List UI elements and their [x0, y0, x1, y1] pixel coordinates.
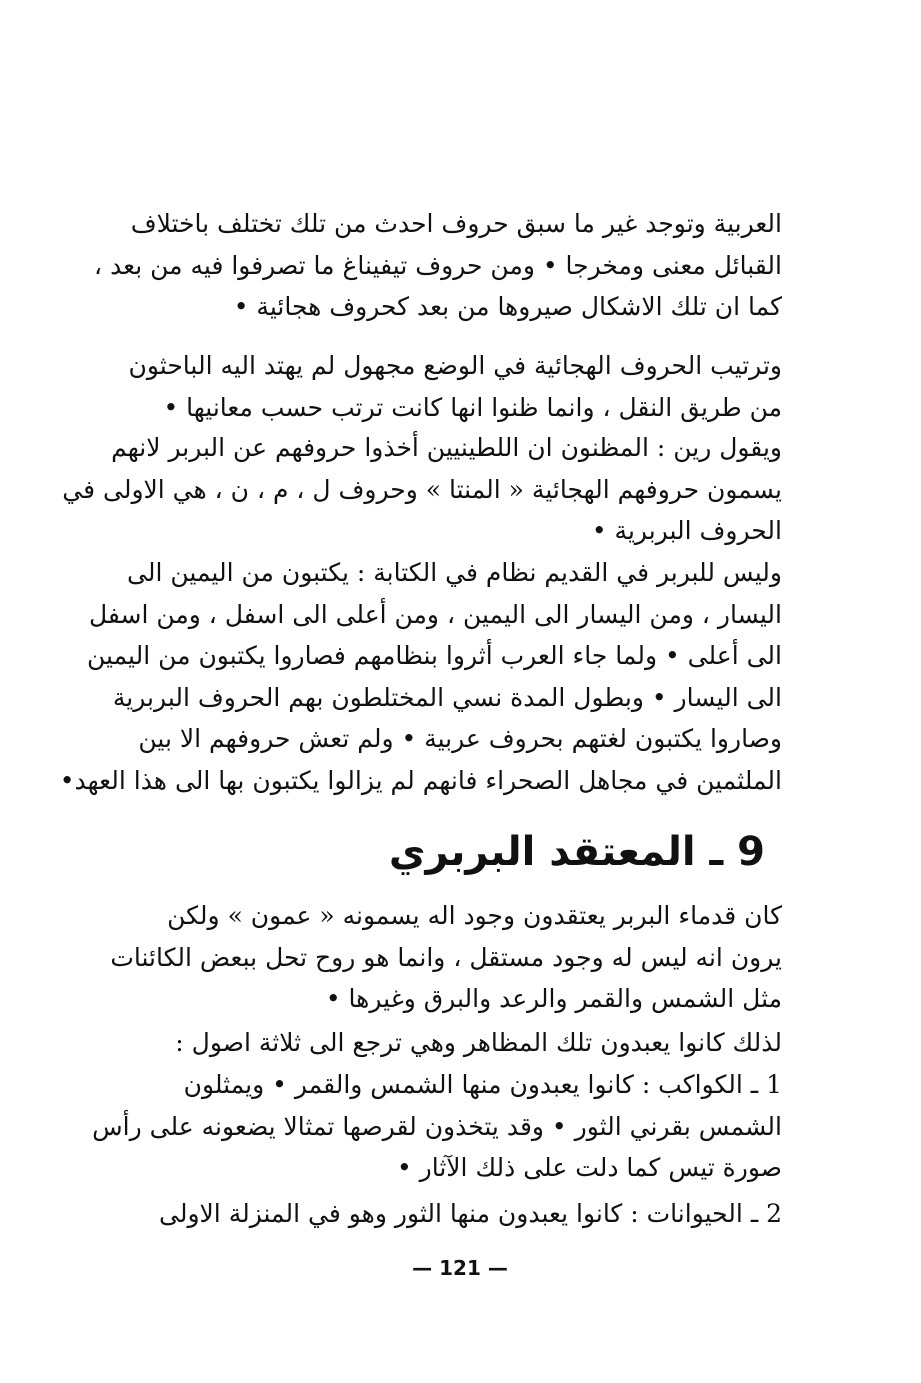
text-line: العربية وتوجد غير ما سبق حروف احدث من تلك تختلف باختلاف [130, 209, 782, 238]
text-line: الحروف البربرية • [591, 516, 782, 545]
text-line: 2 ـ الحيوانات : كانوا يعبدون منها الثور وهو في المنزلة الاولى [159, 1199, 782, 1228]
text-line: الى اليسار • وبطول المدة نسي المختلطون بهم الحروف البربرية [112, 682, 782, 712]
text-line: يرون انه ليس له وجود مستقل ، وانما هو روح تحل ببعض الكائنات [110, 942, 782, 972]
text-line: اليسار ، ومن اليسار الى اليمين ، ومن أعلى الى اسفل ، ومن اسفل [88, 599, 782, 629]
text-line: صورة تيس كما دلت على ذلك الآثار • [396, 1153, 782, 1182]
paragraph [62, 427, 782, 552]
text-line: الشمس بقرني الثور • وقد يتخذون لقرصها تمثالا يضعونه على رأس [92, 1111, 782, 1141]
paragraph [94, 203, 782, 328]
paragraph [142, 1193, 782, 1235]
text-line: وليس للبربر في القديم نظام في الكتابة : يكتبون من اليمين الى [127, 558, 782, 587]
text-line: وترتيب الحروف الهجائية في الوضع مجهول لم يهتد اليه الباحثون [128, 351, 782, 380]
text-line: مثل الشمس والقمر والرعد والبرق وغيرها • [325, 984, 782, 1013]
text-line: 1 ـ الكواكب : كانوا يعبدون منها الشمس والقمر • ويمثلون [183, 1070, 782, 1099]
text-line: كان قدماء البربر يعتقدون وجود اله يسمونه « عمون » ولكن [167, 901, 782, 930]
paragraph [128, 345, 782, 428]
paragraph [92, 1064, 782, 1189]
text-line: يسمون حروفهم الهجائية « المنتا » وحروف ل ، م ، ن ، هي الاولى في [62, 474, 782, 504]
text-line: كما ان تلك الاشكال صيروها من بعد كحروف هجائية • [233, 292, 782, 321]
text-line: من طريق النقل ، وانما ظنوا انها كانت ترتب حسب معانيها • [163, 392, 782, 422]
text-line: وصاروا يكتبون لغتهم بحروف عربية • ولم تعش حروفهم الا بين [138, 724, 782, 753]
text-line: القبائل معنى ومخرجا • ومن حروف تيفيناغ ما تصرفوا فيه من بعد ، [94, 250, 782, 280]
paragraph [110, 895, 782, 1020]
paragraph [59, 552, 782, 801]
text-line: الملثمين في مجاهل الصحراء فانهم لم يزالوا يكتبون بها الى هذا العهد• [59, 765, 782, 795]
section-heading: 9 ـ المعتقد البربري [388, 829, 765, 875]
paragraph [142, 1022, 782, 1064]
page-number: — 121 — [412, 1256, 508, 1280]
text-line: ويقول رين : المظنون ان اللطينيين أخذوا حروفهم عن البربر لانهم [111, 433, 782, 462]
text-line: الى أعلى • ولما جاء العرب أثروا بنظامهم فصاروا يكتبون من اليمين [87, 641, 782, 670]
text-line: لذلك كانوا يعبدون تلك المظاهر وهي ترجع الى ثلاثة اصول : [175, 1028, 782, 1057]
